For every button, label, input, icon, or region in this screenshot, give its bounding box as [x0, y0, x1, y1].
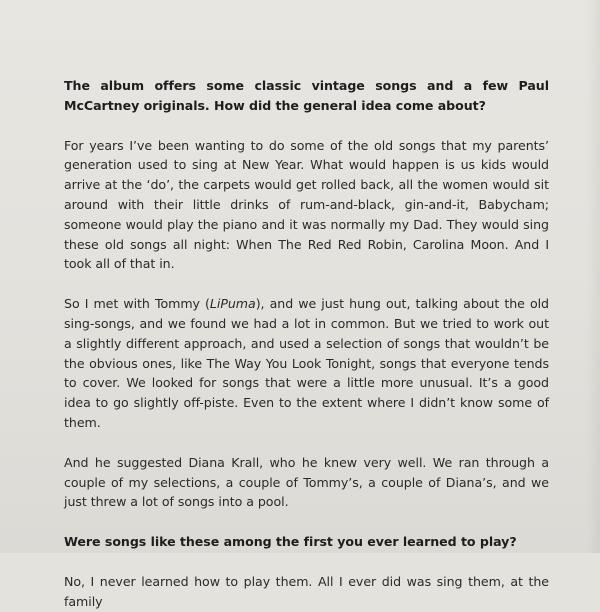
interview-answer-paragraph [64, 294, 549, 433]
interview-text [64, 76, 549, 612]
interview-question: The album offers some classic vintage songs and a few Paul McCartney originals. How did the general idea come about? [64, 78, 549, 113]
answer-text: So I met with Tommy ( [64, 296, 210, 312]
interview-answer-paragraph: And he suggested Diana Krall, who he knew very well. We ran through a couple of my selections, a couple of Tommy’s, a couple of Diana’s, and we just threw a lot of songs into a pool. [64, 454, 549, 510]
answer-italic-name: LiPuma [209, 296, 256, 312]
page-edge-shadow [586, 0, 600, 553]
interview-answer-paragraph: For years I’ve been wanting to do some of the old songs that my parents’ generation used to sing at New Year. What would happen is us kids would arrive at the ‘do’, the carpets would get rolled back, all the women would sit around with their little drinks of rum-and-black, gin-and-it, Babycham; someone would play the piano and it was normally my Dad. They would sing these old songs all night: When The Red Red Robin, Carolina Moon. And I took all of that in. [64, 137, 549, 272]
interview-question: Were songs like these among the first you ever learned to play? [64, 534, 517, 550]
interview-answer-paragraph: No, I never learned how to play them. All I ever did was sing them, at the family [64, 573, 549, 609]
answer-text: ), and we just hung out, talking about the old sing-songs, and we found we had a lot in common. But we tried to work out a slightly different approach, and used a selection of songs that wouldn’t be the obvious ones, like The Way You Look Tonight, songs that everyone tends to cover. We looked for songs that were a little more unusual. It’s a good idea to go slightly off-piste. Even to the extent where I didn’t know some of them. [64, 296, 549, 430]
